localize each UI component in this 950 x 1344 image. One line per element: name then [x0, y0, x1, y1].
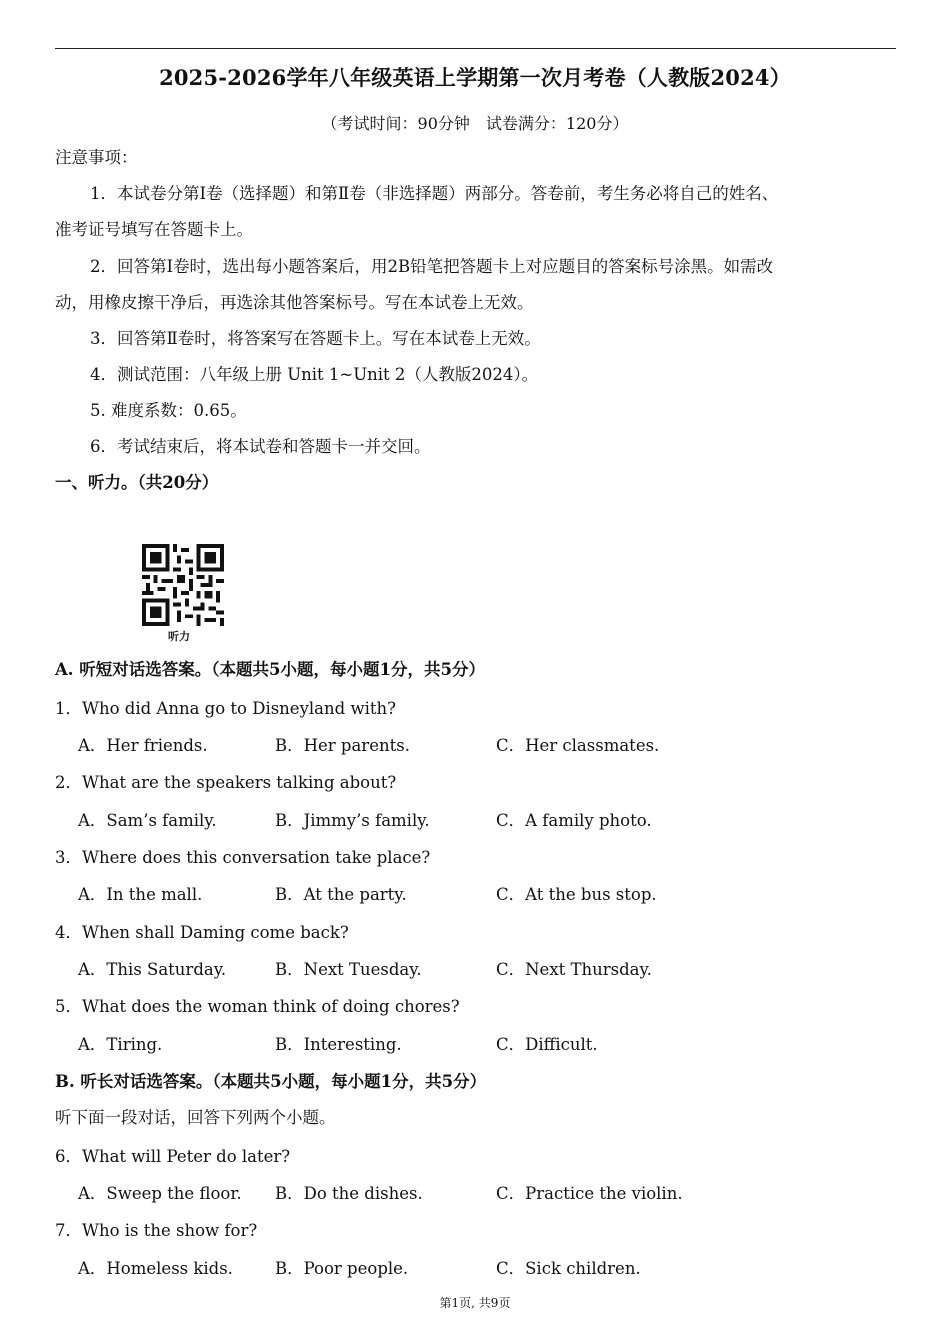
q1-option-a: A．Her friends.: [78, 736, 208, 755]
q2-option-a: A．Sam’s family.: [78, 811, 217, 830]
qr-code-icon[interactable]: [141, 544, 225, 626]
q5-option-c: C．Difficult.: [496, 1035, 598, 1054]
exam-info: （考试时间：90分钟 试卷满分：120分）: [321, 114, 629, 133]
question-5: 5．What does the woman think of doing chores?: [55, 997, 460, 1016]
q4-option-a: A．This Saturday.: [78, 960, 227, 979]
q3-option-b: B．At the party.: [275, 885, 407, 904]
q7-option-b: B．Poor people.: [275, 1259, 409, 1278]
note-1-cont: 准考证号填写在答题卡上。: [55, 220, 253, 239]
q7-option-a: A．Homeless kids.: [78, 1259, 233, 1278]
question-1: 1．Who did Anna go to Disneyland with?: [55, 699, 396, 718]
q3-option-a: A．In the mall.: [78, 885, 203, 904]
note-3: 3．回答第Ⅱ卷时，将答案写在答题卡上。写在本试卷上无效。: [90, 329, 541, 348]
question-3: 3．Where does this conversation take place?: [55, 848, 431, 867]
note-2-cont: 动，用橡皮擦干净后，再选涂其他答案标号。写在本试卷上无效。: [55, 293, 534, 312]
q6-option-c: C．Practice the violin.: [496, 1184, 683, 1203]
note-4: 4．测试范围：八年级上册 Unit 1~Unit 2（人教版2024）。: [90, 365, 539, 384]
q4-option-c: C．Next Thursday.: [496, 960, 652, 979]
q1-option-b: B．Her parents.: [275, 736, 410, 755]
note-2: 2．回答第Ⅰ卷时，选出每小题答案后，用2B铅笔把答题卡上对应题目的答案标号涂黑。如需改: [90, 257, 774, 276]
q4-option-b: B．Next Tuesday.: [275, 960, 422, 979]
q6-option-b: B．Do the dishes.: [275, 1184, 423, 1203]
q2-option-b: B．Jimmy’s family.: [275, 811, 430, 830]
page-number: 第1页, 共9页: [439, 1296, 511, 1310]
q5-option-a: A．Tiring.: [78, 1035, 163, 1054]
q1-option-c: C．Her classmates.: [496, 736, 660, 755]
q5-option-b: B．Interesting.: [275, 1035, 402, 1054]
part-a-title: A. 听短对话选答案。（本题共5小题，每小题1分，共5分）: [55, 660, 485, 679]
qr-caption: 听力: [168, 630, 190, 643]
notes-heading: 注意事项：: [55, 148, 138, 167]
note-1: 1．本试卷分第Ⅰ卷（选择题）和第Ⅱ卷（非选择题）两部分。答卷前，考生务必将自己的姓名、: [90, 184, 779, 203]
q3-option-c: C．At the bus stop.: [496, 885, 657, 904]
part-b-title: B. 听长对话选答案。（本题共5小题，每小题1分，共5分）: [55, 1072, 487, 1091]
section-1-title: 一、听力。（共20分）: [55, 473, 219, 492]
part-b-intro: 听下面一段对话，回答下列两个小题。: [55, 1108, 336, 1127]
top-rule: [55, 48, 896, 49]
question-2: 2．What are the speakers talking about?: [55, 773, 397, 792]
page-title: 2025-2026学年八年级英语上学期第一次月考卷（人教版2024）: [159, 65, 791, 90]
q7-option-c: C．Sick children.: [496, 1259, 641, 1278]
question-6: 6．What will Peter do later?: [55, 1147, 291, 1166]
question-7: 7．Who is the show for?: [55, 1221, 258, 1240]
note-6: 6．考试结束后，将本试卷和答题卡一并交回。: [90, 437, 431, 456]
note-5: 5. 难度系数：0.65。: [90, 401, 247, 420]
q2-option-c: C．A family photo.: [496, 811, 652, 830]
q6-option-a: A．Sweep the floor.: [78, 1184, 242, 1203]
question-4: 4．When shall Daming come back?: [55, 923, 349, 942]
